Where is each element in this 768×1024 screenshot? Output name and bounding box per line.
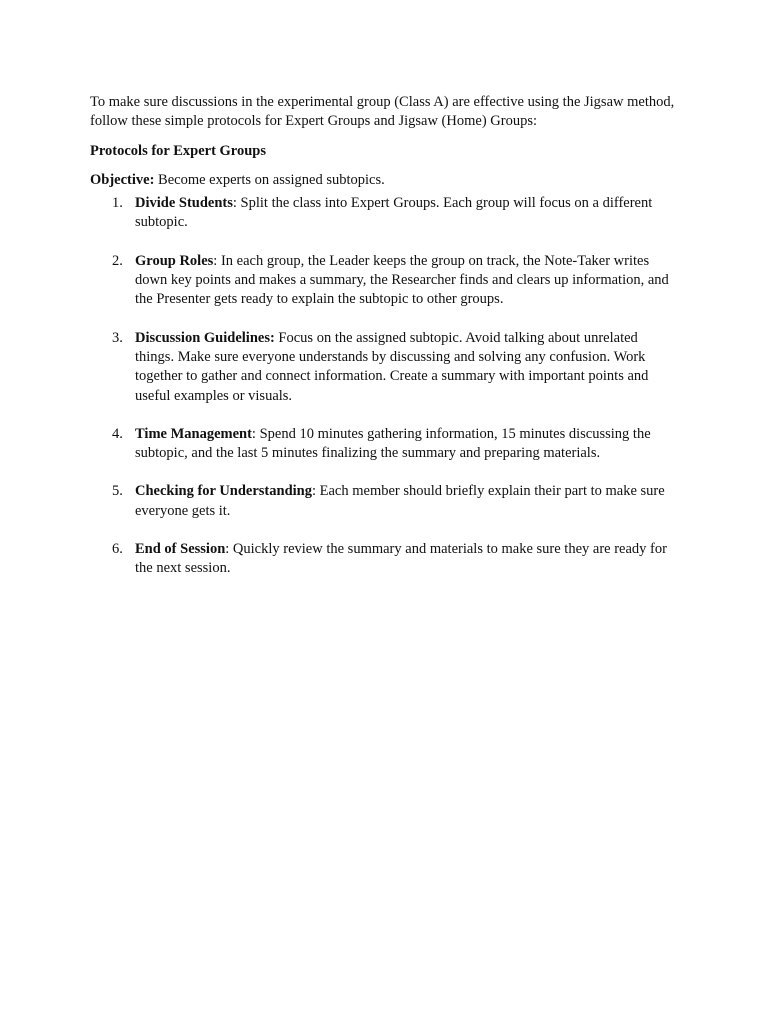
list-item (90, 425, 680, 464)
list-item (90, 194, 680, 233)
list-item-text: : Split the class into Expert Groups. Each group will focus on a different subtopic. (135, 195, 653, 231)
list-item-title: Divide Students (135, 195, 233, 212)
list-item-number: 5. (112, 483, 123, 500)
list-item-title: Discussion Guidelines: (135, 329, 275, 346)
list-item-number: 1. (112, 195, 123, 212)
list-item-title: Checking for Understanding (135, 483, 312, 500)
list-item-text: : Each member should briefly explain their part to make sure everyone gets it. (135, 483, 665, 519)
list-item-number: 4. (112, 425, 123, 442)
list-item-text: Focus on the assigned subtopic. Avoid talking about unrelated things. Make sure everyone understands by discussing and solving any confusion. Work together to gather and connect information. Create a summary with important points and useful examples or visuals. (135, 329, 649, 404)
list-item-text: : Spend 10 minutes gathering information, 15 minutes discussing the subtopic, and the last 5 minutes finalizing the summary and preparing materials. (135, 425, 651, 462)
list-item (90, 329, 680, 406)
list-item-title: Group Roles (135, 252, 214, 269)
list-item (90, 482, 680, 521)
section-heading: Protocols for Expert Groups (90, 142, 267, 159)
list-item-text: : Quickly review the summary and materials to make sure they are ready for the next session. (135, 541, 667, 577)
list-item (90, 252, 680, 310)
intro-paragraph: To make sure discussions in the experimental group (Class A) are effective using the Jigsaw method, follow these simple protocols for Expert Groups and Jigsaw (Home) Groups: (90, 94, 675, 130)
list-item-number: 2. (112, 252, 123, 269)
list-item-number: 6. (112, 541, 123, 558)
objective-text: Become experts on assigned subtopics. (154, 171, 385, 188)
list-item (90, 540, 680, 579)
list-item-title: Time Management (135, 425, 252, 442)
objective-paragraph (90, 171, 680, 190)
list-item-title: End of Session (135, 541, 226, 558)
list-item-text: : In each group, the Leader keeps the group on track, the Note-Taker writes down key points and makes a summary, the Researcher finds and clears up information, and the Presenter gets ready to explain the subtopic to other groups. (135, 252, 669, 308)
protocol-list (90, 194, 680, 578)
list-item-number: 3. (112, 329, 123, 346)
objective-label: Objective: (90, 171, 155, 188)
document-page (90, 93, 680, 598)
